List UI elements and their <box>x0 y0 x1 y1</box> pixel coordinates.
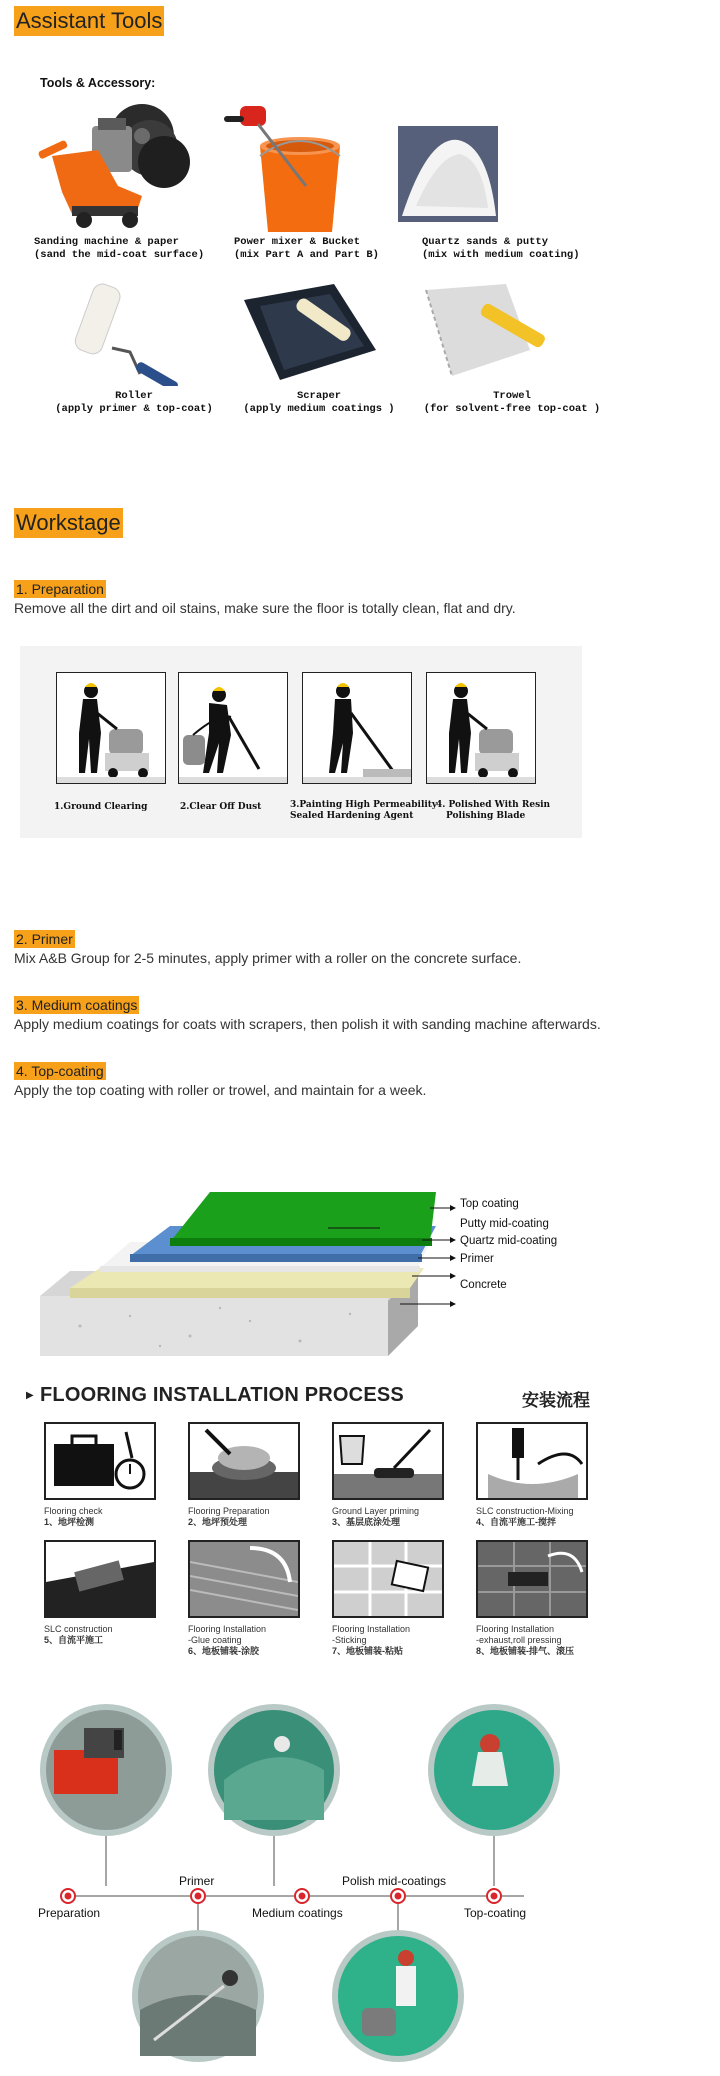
install-caption-1-en: Flooring check <box>44 1506 103 1516</box>
layer-label-top: Top coating <box>460 1198 519 1210</box>
install-caption-3-en: Ground Layer priming <box>332 1506 420 1516</box>
workstage-heading <box>14 508 123 538</box>
prep-caption-1-line1: 1.Ground Clearing <box>54 802 148 812</box>
install-caption-8-en2: -exhaust,roll pressing <box>476 1635 562 1645</box>
process-label-primer: Primer <box>179 1874 215 1888</box>
process-label-topcoating: Top-coating <box>464 1906 527 1920</box>
install-box-2 <box>188 1422 300 1500</box>
install-box-3 <box>332 1422 444 1500</box>
primer-roller-icon <box>334 1424 442 1498</box>
install-caption-5 <box>44 1624 174 1646</box>
tool-name-5: Scraper <box>296 390 342 402</box>
prep-caption-3-line1: 3.Painting High Permeability <box>290 800 438 810</box>
install-box-8 <box>476 1540 588 1618</box>
tools-panel-title: Tools & Accessory: <box>40 76 156 90</box>
install-box-5 <box>44 1540 156 1618</box>
press-roller-icon <box>478 1542 586 1616</box>
tool-desc-1: (sand the mid-coat surface) <box>34 249 205 261</box>
install-caption-4-cn: 4、自流平施工-搅拌 <box>476 1517 557 1527</box>
prep-image-4 <box>426 672 536 784</box>
layer-label-putty: Putty mid-coating <box>460 1218 549 1230</box>
install-caption-7-en2: -Sticking <box>332 1635 367 1645</box>
tool-desc-3: (mix with medium coating) <box>422 249 580 261</box>
prep-caption-2-line1: 2.Clear Off Dust <box>180 802 262 812</box>
tool-caption-5 <box>229 390 409 416</box>
prep-caption-4-line2: Polishing Blade <box>446 811 526 821</box>
install-caption-7-en: Flooring Installation <box>332 1624 411 1634</box>
tool-caption-1 <box>34 236 214 262</box>
install-box-7 <box>332 1540 444 1618</box>
installation-process <box>22 1384 602 1684</box>
install-caption-4-en: SLC construction-Mixing <box>476 1506 574 1516</box>
triangle-bullet-icon: ▶ <box>26 1390 34 1401</box>
briefcase-icon <box>46 1424 154 1498</box>
install-caption-5-cn: 5、自流平施工 <box>44 1635 104 1645</box>
prep-caption-4 <box>436 800 576 822</box>
tool-desc-2: (mix Part A and Part B) <box>234 249 379 261</box>
tool-desc-6: (for solvent-free top-coat ) <box>423 403 601 415</box>
scraper-icon <box>240 280 380 384</box>
tool-name-2: Power mixer & Bucket <box>234 236 361 248</box>
prep-image-2 <box>178 672 288 784</box>
layer-label-primer: Primer <box>460 1253 494 1265</box>
step-1-title: 1. Preparation <box>16 581 104 597</box>
process-label-preparation: Preparation <box>38 1906 101 1920</box>
quartz-sand-icon <box>398 126 498 222</box>
assistant-tools-title: Assistant Tools <box>14 6 164 36</box>
install-box-6 <box>188 1540 300 1618</box>
tool-desc-5: (apply medium coatings ) <box>243 403 395 415</box>
grinder-icon <box>190 1424 298 1498</box>
process-label-polish: Polish mid-coatings <box>342 1874 447 1888</box>
install-caption-1-cn: 1、地坪检测 <box>44 1517 95 1527</box>
tool-caption-4 <box>34 390 234 416</box>
install-box-4 <box>476 1422 588 1500</box>
install-caption-6 <box>188 1624 318 1657</box>
prep-image-3 <box>302 672 412 784</box>
step-2-title: 2. Primer <box>16 931 73 947</box>
tiles-icon <box>334 1542 442 1616</box>
install-caption-3 <box>332 1506 462 1528</box>
floor-layers-diagram <box>40 1176 580 1356</box>
install-caption-4 <box>476 1506 606 1528</box>
tool-caption-3 <box>422 236 602 262</box>
bucket-mixer-icon <box>210 96 380 236</box>
tool-name-6: Trowel <box>493 390 531 402</box>
prep-caption-4-line1: 4. Polished With Resin <box>436 800 551 810</box>
step-1-text: Remove all the dirt and oil stains, make sure the floor is totally clean, flat and dry. <box>14 600 516 616</box>
install-caption-2-en: Flooring Preparation <box>188 1506 270 1516</box>
step-3-text: Apply medium coatings for coats with scrapers, then polish it with sanding machine afterwards. <box>14 1016 601 1032</box>
tools-panel <box>24 58 620 428</box>
step-4-title: 4. Top-coating <box>16 1063 104 1079</box>
install-caption-6-cn: 6、地板铺装-涂胶 <box>188 1646 260 1656</box>
step-3-title-wrap <box>14 996 139 1015</box>
install-caption-2 <box>188 1506 318 1528</box>
tool-caption-6 <box>412 390 612 416</box>
process-timeline <box>24 1690 584 2070</box>
process-timeline-svg <box>24 1690 584 2070</box>
roller-icon <box>60 278 190 386</box>
step-1-title-wrap <box>14 580 106 599</box>
layer-label-concrete: Concrete <box>460 1279 507 1291</box>
process-label-medium: Medium coatings <box>252 1906 343 1920</box>
tool-name-3: Quartz sands & putty <box>422 236 549 248</box>
prep-caption-2 <box>180 802 300 813</box>
sanding-machine-icon <box>32 96 202 236</box>
install-caption-3-cn: 3、基层底涂处理 <box>332 1517 401 1527</box>
install-caption-6-en2: -Glue coating <box>188 1635 242 1645</box>
top-coating-layer <box>170 1192 436 1242</box>
install-caption-8-en: Flooring Installation <box>476 1624 555 1634</box>
trowel-icon <box>422 280 562 384</box>
tool-name-1: Sanding machine & paper <box>34 236 179 248</box>
layer-label-quartz: Quartz mid-coating <box>460 1235 558 1247</box>
workstage-title: Workstage <box>14 508 123 538</box>
prep-image-1 <box>56 672 166 784</box>
trowel-hand-icon <box>46 1542 154 1616</box>
prep-caption-1 <box>54 802 174 813</box>
tool-name-4: Roller <box>115 390 153 402</box>
installation-title-cn: 安装流程 <box>522 1391 590 1410</box>
install-caption-1 <box>44 1506 174 1528</box>
step-4-text: Apply the top coating with roller or trowel, and maintain for a week. <box>14 1082 427 1098</box>
install-caption-7 <box>332 1624 462 1657</box>
step-3-title: 3. Medium coatings <box>16 997 138 1013</box>
glue-icon <box>190 1542 298 1616</box>
assistant-tools-heading <box>14 6 164 36</box>
prep-caption-3-line2: Sealed Hardening Agent <box>290 811 414 821</box>
step-2-text: Mix A&B Group for 2-5 minutes, apply primer with a roller on the concrete surface. <box>14 950 522 966</box>
mixing-icon <box>478 1424 586 1498</box>
install-caption-2-cn: 2、地坪预处理 <box>188 1517 248 1527</box>
prep-caption-3 <box>290 800 440 822</box>
install-box-1 <box>44 1422 156 1500</box>
tool-desc-4: (apply primer & top-coat) <box>55 403 213 415</box>
install-caption-5-en: SLC construction <box>44 1624 113 1634</box>
install-caption-7-cn: 7、地板铺装-粘贴 <box>332 1646 404 1656</box>
installation-title: FLOORING INSTALLATION PROCESS <box>40 1384 404 1406</box>
step-4-title-wrap <box>14 1062 106 1081</box>
tool-caption-2 <box>234 236 404 262</box>
install-caption-8-cn: 8、地板铺装-排气、滚压 <box>476 1646 575 1656</box>
step-2-title-wrap <box>14 930 75 949</box>
preparation-images <box>20 646 582 838</box>
install-caption-8 <box>476 1624 606 1657</box>
install-caption-6-en: Flooring Installation <box>188 1624 267 1634</box>
